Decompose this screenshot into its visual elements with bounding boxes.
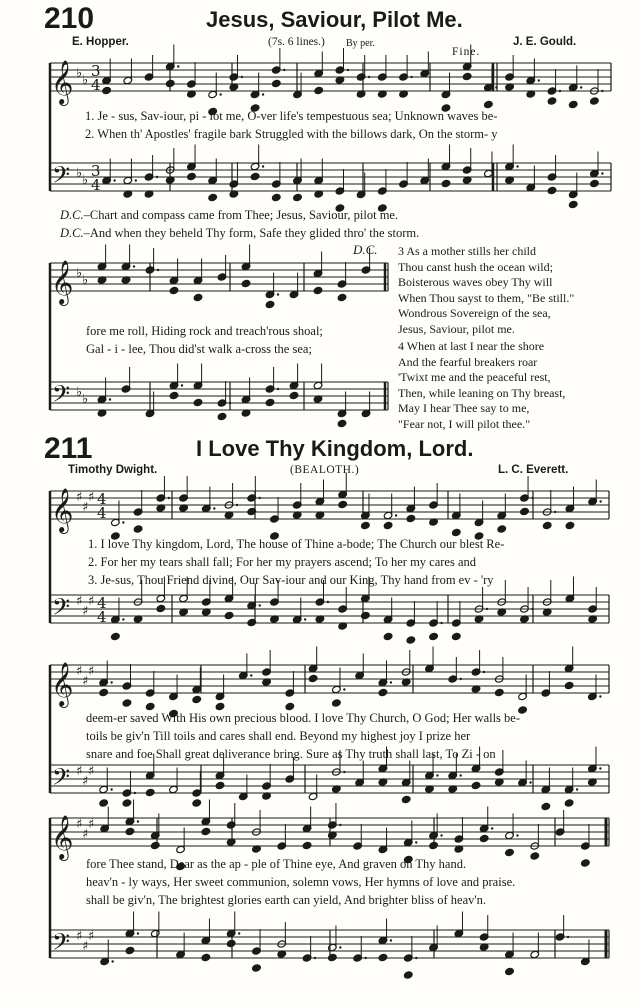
hymn-210-line2-verse1: fore me roll, Hiding rock and treach'rous shoal; xyxy=(86,324,323,338)
note-head xyxy=(169,391,179,399)
note-head xyxy=(471,781,481,789)
dot xyxy=(110,788,112,790)
hymn-210-line2-verse2: Gal - i - lee, Thou did'st walk a-cross the sea; xyxy=(86,342,312,356)
dot xyxy=(314,957,316,959)
note-head xyxy=(145,788,155,796)
dc-label-1: D.C. xyxy=(60,208,84,222)
note-head xyxy=(406,514,416,522)
time-signature: 4 xyxy=(91,76,101,94)
sharp-sign: ♯ xyxy=(76,594,83,609)
dot xyxy=(601,172,603,174)
note-head xyxy=(193,293,203,301)
hymn-211-sys3-verse1: fore Thee stand, Dear as the ap - ple of Thine eye, And graven on Thy hand. xyxy=(86,857,467,871)
dot xyxy=(304,618,306,620)
note-head xyxy=(378,688,388,696)
note-head xyxy=(99,799,109,807)
dot xyxy=(516,165,518,167)
hymn-211-author: Timothy Dwight. xyxy=(68,464,158,476)
dot xyxy=(137,820,139,822)
dot xyxy=(277,388,279,390)
dot xyxy=(529,781,531,783)
note-head xyxy=(224,611,234,619)
verse-4-line: 'Twixt me and the peaceful rest, xyxy=(398,370,551,385)
hymn-210-permission: By per. xyxy=(346,38,375,49)
time-signature: 4 xyxy=(91,176,101,194)
dot xyxy=(516,834,518,836)
note-head xyxy=(361,521,371,529)
verse-3-line: Jesus, Saviour, pilot me. xyxy=(398,321,515,336)
note-head xyxy=(581,859,591,867)
dot xyxy=(395,514,397,516)
dot xyxy=(327,601,329,603)
note-head xyxy=(187,172,197,180)
time-signature: 3 xyxy=(91,162,101,180)
flat-sign: ♭ xyxy=(76,385,83,400)
hymn-210-meter: (7s. 6 lines.) xyxy=(268,36,325,48)
dot xyxy=(364,957,366,959)
bass-clef: 𝄢 xyxy=(52,928,71,961)
note-head xyxy=(332,699,342,707)
sharp-sign: ♯ xyxy=(88,664,95,679)
dot xyxy=(390,939,392,941)
dot xyxy=(339,946,341,948)
sharp-sign: ♯ xyxy=(88,929,95,944)
flat-sign: ♭ xyxy=(76,166,83,181)
note-head xyxy=(451,632,461,640)
note-head xyxy=(208,193,218,201)
time-signature: 3 xyxy=(91,62,101,80)
dot xyxy=(137,932,139,934)
note-head xyxy=(250,172,260,180)
note-head xyxy=(565,521,575,529)
dc-line-1 xyxy=(60,206,398,224)
dot xyxy=(390,681,392,683)
note-head xyxy=(505,967,515,975)
dot xyxy=(262,165,264,167)
note-head xyxy=(403,971,413,979)
note-head xyxy=(215,781,225,789)
note-head xyxy=(122,699,132,707)
hymn-211-sys1-verse2: 2. For her my tears shall fall; For her my prayers ascend; To her my cares and xyxy=(88,555,477,569)
note-head xyxy=(165,79,175,87)
note-head xyxy=(429,841,439,849)
note-head xyxy=(590,97,600,105)
time-signature: 4 xyxy=(97,490,107,508)
dot xyxy=(229,402,231,404)
sharp-sign: ♯ xyxy=(76,490,83,505)
dot xyxy=(599,695,601,697)
dot xyxy=(347,69,349,71)
verse-3-line: Boisterous waves obey Thy will xyxy=(398,275,553,290)
dot xyxy=(111,960,113,962)
note-head xyxy=(265,300,275,308)
note-head xyxy=(497,525,507,533)
dot xyxy=(415,841,417,843)
note-head xyxy=(530,852,540,860)
hymn-210-line1-verse2: 2. When th' Apostles' fragile bark Struggled with the billows dark, On the storm- y xyxy=(85,127,498,141)
note-head xyxy=(564,799,574,807)
sharp-sign: ♯ xyxy=(76,817,83,832)
sharp-sign: ♯ xyxy=(82,604,89,619)
note-head xyxy=(125,946,135,954)
hymn-210-number: 210 xyxy=(44,2,95,35)
note-head xyxy=(378,953,388,961)
note-head xyxy=(338,500,348,508)
dot xyxy=(122,618,124,620)
dot xyxy=(554,511,556,513)
dot xyxy=(135,179,137,181)
note-head xyxy=(547,97,557,105)
verse-3-line: 3 As a mother stills her child xyxy=(398,244,536,258)
note-head xyxy=(429,632,439,640)
dot xyxy=(599,500,601,502)
sharp-sign: ♯ xyxy=(76,929,83,944)
note-head xyxy=(308,674,318,682)
dot xyxy=(531,497,533,499)
note-head xyxy=(201,827,211,835)
flat-sign: ♭ xyxy=(82,73,89,88)
bass-clef: 𝄢 xyxy=(52,763,71,796)
note-head xyxy=(383,632,393,640)
hymn-211-sys2-verse2: toils be giv'n Till toils and cares shall end. Beyond my highest joy I prize her xyxy=(86,729,471,743)
dot xyxy=(440,834,442,836)
verse-4-line: "Fear not, I will pilot thee." xyxy=(398,416,531,431)
verse-4-line: Then, while leaning on Thy breast, xyxy=(398,385,566,400)
note-head xyxy=(169,286,179,294)
note-head xyxy=(406,636,416,644)
note-head xyxy=(111,632,121,640)
dot xyxy=(109,398,111,400)
note-head xyxy=(568,100,578,108)
verse-4 xyxy=(398,339,565,433)
note-head xyxy=(133,525,143,533)
dot xyxy=(113,179,115,181)
dot xyxy=(531,608,533,610)
hymn-210-composer: J. E. Gould. xyxy=(513,36,577,48)
note-head xyxy=(441,179,451,187)
dot xyxy=(339,824,341,826)
hymn-211-sys3-verse3: shall be giv'n, The brightest glories earth can yield, And brighter bliss of heav'n. xyxy=(86,893,487,907)
note-head xyxy=(192,799,202,807)
flat-sign: ♭ xyxy=(76,266,83,281)
dot xyxy=(495,86,497,88)
note-head xyxy=(217,412,227,420)
note-head xyxy=(337,419,347,427)
treble-clef: 𝄞 xyxy=(51,60,74,104)
dot xyxy=(538,79,540,81)
hymn-211-composer: L. C. Everett. xyxy=(498,464,569,476)
note-head xyxy=(547,186,557,194)
dot xyxy=(236,504,238,506)
dot xyxy=(181,384,183,386)
hymn-211-number: 211 xyxy=(44,432,93,465)
dot xyxy=(262,93,264,95)
note-head xyxy=(247,618,257,626)
hymn-211-sys1-verse3: 3. Je-sus, Thou Friend divine, Our Sav-iour and our King, Thy hand from ev - 'ry xyxy=(88,573,494,587)
fine-marker: Fine. xyxy=(452,46,481,58)
flat-sign: ♭ xyxy=(76,66,83,81)
note-head xyxy=(520,507,530,515)
note-head xyxy=(241,279,251,287)
dot xyxy=(343,688,345,690)
dot xyxy=(219,93,221,95)
note-head xyxy=(462,72,472,80)
dot xyxy=(599,767,601,769)
dot xyxy=(277,293,279,295)
note-head xyxy=(568,200,578,208)
hymn-210-title: Jesus, Saviour, Pilot Me. xyxy=(206,7,463,32)
hymn-211-sys2-verse3: snare and foe Shall great deliverance bring. Sure as Thy truth shall last, To Zi - on xyxy=(86,747,496,761)
verse-4-line: May I hear Thee say to me, xyxy=(398,401,530,416)
flat-sign: ♭ xyxy=(82,173,89,188)
dc-label-2: D.C. xyxy=(60,226,84,240)
note-head xyxy=(590,179,600,187)
treble-clef: 𝄞 xyxy=(51,260,74,304)
dot xyxy=(601,90,603,92)
note-head xyxy=(102,86,112,94)
note-head xyxy=(122,799,132,807)
sharp-sign: ♯ xyxy=(76,664,83,679)
dot xyxy=(259,604,261,606)
sharp-sign: ♯ xyxy=(82,939,89,954)
dot xyxy=(177,65,179,67)
dot xyxy=(436,774,438,776)
sharp-sign: ♯ xyxy=(82,827,89,842)
dot xyxy=(343,771,345,773)
note-head xyxy=(494,688,504,696)
sharp-sign: ♯ xyxy=(88,594,95,609)
treble-clef: 𝄞 xyxy=(51,815,74,859)
sharp-sign: ♯ xyxy=(82,774,89,789)
dot xyxy=(157,269,159,271)
verse-3 xyxy=(398,244,574,338)
note-head xyxy=(193,398,203,406)
dot xyxy=(567,936,569,938)
bass-clef: 𝄢 xyxy=(52,593,71,626)
dc-line-2 xyxy=(60,224,419,242)
dot xyxy=(238,932,240,934)
dot xyxy=(368,76,370,78)
dc-marker: D.C. xyxy=(353,242,378,257)
hymn-211-sys1-verse1: 1. I love Thy kingdom, Lord, The house of Thine a-bode; The Church our blest Re- xyxy=(88,537,505,551)
note-head xyxy=(302,841,312,849)
hymn-211-title: I Love Thy Kingdom, Lord. xyxy=(196,436,474,461)
dot xyxy=(486,608,488,610)
verse-4-line: 4 When at last I near the shore xyxy=(398,339,545,353)
note-head xyxy=(156,604,166,612)
dot xyxy=(460,678,462,680)
time-signature: 4 xyxy=(97,608,107,626)
note-head xyxy=(314,86,324,94)
flat-sign: ♭ xyxy=(82,392,89,407)
dot xyxy=(483,671,485,673)
note-head xyxy=(252,964,262,972)
verse-3-line: When Thou sayst to them, "Be still." xyxy=(398,290,575,305)
note-head xyxy=(328,953,338,961)
dot xyxy=(134,792,136,794)
time-signature: 4 xyxy=(97,504,107,522)
note-head xyxy=(383,521,393,529)
dot xyxy=(259,497,261,499)
note-head xyxy=(361,611,371,619)
hymn-211-tune: (BEALOTH.) xyxy=(290,464,360,476)
sharp-sign: ♯ xyxy=(88,490,95,505)
note-head xyxy=(479,834,489,842)
dot xyxy=(250,674,252,676)
dc-text-1: –Chart and compass came from Thee; Jesus, Saviour, pilot me. xyxy=(83,208,399,222)
note-head xyxy=(150,841,160,849)
hymn-210-author: E. Hopper. xyxy=(72,36,129,48)
note-head xyxy=(99,688,109,696)
note-head xyxy=(542,521,552,529)
note-head xyxy=(201,953,211,961)
note-head xyxy=(265,398,275,406)
dc-text-2: –And when they beheld Thy form, Safe they glided thro' the storm. xyxy=(83,226,420,240)
note-head xyxy=(226,939,236,947)
sharp-sign: ♯ xyxy=(88,817,95,832)
sharp-sign: ♯ xyxy=(88,764,95,779)
sharp-sign: ♯ xyxy=(82,500,89,515)
flat-sign: ♭ xyxy=(82,273,89,288)
dot xyxy=(410,76,412,78)
note-head xyxy=(564,681,574,689)
dot xyxy=(576,788,578,790)
note-head xyxy=(271,79,281,87)
time-signature: 4 xyxy=(97,594,107,612)
bass-clef: 𝄢 xyxy=(52,380,71,413)
dot xyxy=(168,497,170,499)
note-head xyxy=(313,286,323,294)
note-head xyxy=(293,193,303,201)
note-head xyxy=(505,848,515,856)
dot xyxy=(156,176,158,178)
dot xyxy=(440,622,442,624)
dot xyxy=(559,90,561,92)
note-head xyxy=(337,293,347,301)
treble-clef: 𝄞 xyxy=(51,662,74,706)
dot xyxy=(460,774,462,776)
note-head xyxy=(289,391,299,399)
bass-clef: 𝄢 xyxy=(52,161,71,194)
dot xyxy=(491,827,493,829)
hymn-210-line1-verse1: 1. Je - sus, Sav-iour, pi - lot me, O-ver life's tempestuous sea; Unknown waves be- xyxy=(85,109,498,123)
dot xyxy=(122,521,124,523)
dot xyxy=(241,76,243,78)
note-head xyxy=(401,795,411,803)
note-head xyxy=(192,695,202,703)
sharp-sign: ♯ xyxy=(82,674,89,689)
verse-3-line: Thou canst hush the ocean wild; xyxy=(398,259,553,274)
dot xyxy=(213,507,215,509)
note-head xyxy=(125,827,135,835)
verse-3-line: Wondrous Sovereign of the sea, xyxy=(398,306,551,321)
treble-clef: 𝄞 xyxy=(51,488,74,532)
verse-4-line: And the fearful breakers roar xyxy=(398,354,538,369)
dot xyxy=(415,957,417,959)
dot xyxy=(283,69,285,71)
hymn-211-sys3-verse2: heav'n - ly ways, Her sweet communion, solemn vows, Her hymns of love and praise. xyxy=(86,875,516,889)
note-head xyxy=(271,193,281,201)
dot xyxy=(133,265,135,267)
dot xyxy=(110,681,112,683)
dot xyxy=(580,86,582,88)
note-head xyxy=(541,802,551,810)
hymn-211-sys2-verse1: deem-er saved With His own precious blood. I love Thy Church, O God; Her walls be- xyxy=(86,711,521,725)
sharp-sign: ♯ xyxy=(76,764,83,779)
